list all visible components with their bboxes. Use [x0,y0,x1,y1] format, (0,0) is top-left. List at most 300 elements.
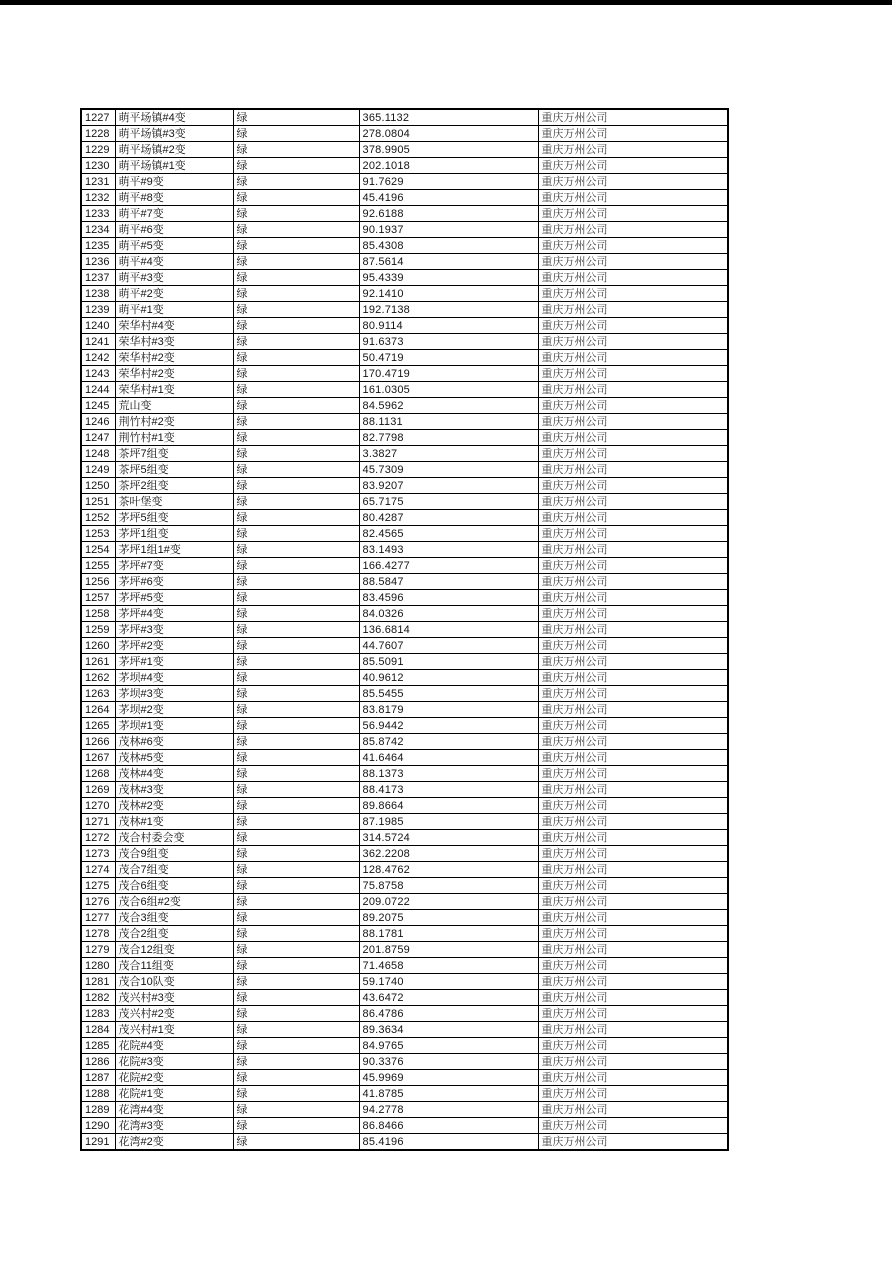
table-row [81,862,728,878]
row-number-cell: 1280 [81,958,115,974]
status-cell: 绿 [233,494,359,510]
value-cell: 59.1740 [359,974,538,990]
company-cell: 重庆万州公司 [538,766,728,782]
status-cell: 绿 [233,190,359,206]
value-cell: 362.2208 [359,846,538,862]
status-cell: 绿 [233,782,359,798]
substation-name-cell: 花院#2变 [115,1070,233,1086]
row-number-cell: 1253 [81,526,115,542]
row-number-cell: 1279 [81,942,115,958]
status-cell: 绿 [233,414,359,430]
company-cell: 重庆万州公司 [538,1102,728,1118]
substation-name-cell: 荣华村#1变 [115,382,233,398]
substation-name-cell: 茅坪#4变 [115,606,233,622]
value-cell: 3.3827 [359,446,538,462]
status-cell: 绿 [233,670,359,686]
substation-name-cell: 茂林#2变 [115,798,233,814]
company-cell: 重庆万州公司 [538,190,728,206]
status-cell: 绿 [233,1070,359,1086]
status-cell: 绿 [233,878,359,894]
substation-name-cell: 茅坪5组变 [115,510,233,526]
status-cell: 绿 [233,1006,359,1022]
status-cell: 绿 [233,382,359,398]
status-cell: 绿 [233,974,359,990]
row-number-cell: 1254 [81,542,115,558]
table-row [81,926,728,942]
value-cell: 80.9114 [359,318,538,334]
table-row [81,126,728,142]
status-cell: 绿 [233,606,359,622]
value-cell: 95.4339 [359,270,538,286]
value-cell: 88.4173 [359,782,538,798]
table-row [81,270,728,286]
table-row [81,158,728,174]
table-body [81,109,728,1150]
status-cell: 绿 [233,318,359,334]
company-cell: 重庆万州公司 [538,142,728,158]
table-row [81,510,728,526]
substation-name-cell: 萌平场镇#4变 [115,109,233,126]
company-cell: 重庆万州公司 [538,126,728,142]
row-number-cell: 1243 [81,366,115,382]
row-number-cell: 1272 [81,830,115,846]
value-cell: 92.1410 [359,286,538,302]
value-cell: 166.4277 [359,558,538,574]
table-row [81,142,728,158]
table-row [81,542,728,558]
substation-name-cell: 花院#3变 [115,1054,233,1070]
substation-name-cell: 萌平#9变 [115,174,233,190]
substation-name-cell: 茂林#3变 [115,782,233,798]
row-number-cell: 1229 [81,142,115,158]
table-row [81,718,728,734]
status-cell: 绿 [233,926,359,942]
company-cell: 重庆万州公司 [538,462,728,478]
substation-name-cell: 茂林#6变 [115,734,233,750]
company-cell: 重庆万州公司 [538,1054,728,1070]
substation-name-cell: 荣华村#2变 [115,366,233,382]
substation-name-cell: 荒山变 [115,398,233,414]
company-cell: 重庆万州公司 [538,638,728,654]
company-cell: 重庆万州公司 [538,734,728,750]
substation-name-cell: 萌平场镇#3变 [115,126,233,142]
company-cell: 重庆万州公司 [538,878,728,894]
company-cell: 重庆万州公司 [538,670,728,686]
substation-name-cell: 茶叶堡变 [115,494,233,510]
value-cell: 128.4762 [359,862,538,878]
row-number-cell: 1240 [81,318,115,334]
row-number-cell: 1248 [81,446,115,462]
table-row [81,878,728,894]
table-row [81,1102,728,1118]
table-row [81,446,728,462]
status-cell: 绿 [233,222,359,238]
company-cell: 重庆万州公司 [538,782,728,798]
row-number-cell: 1236 [81,254,115,270]
substation-name-cell: 茅坪#5变 [115,590,233,606]
value-cell: 92.6188 [359,206,538,222]
row-number-cell: 1291 [81,1134,115,1151]
row-number-cell: 1228 [81,126,115,142]
company-cell: 重庆万州公司 [538,942,728,958]
table-row [81,318,728,334]
status-cell: 绿 [233,1134,359,1151]
table-row [81,1134,728,1151]
table-row [81,702,728,718]
table-row [81,910,728,926]
status-cell: 绿 [233,638,359,654]
row-number-cell: 1274 [81,862,115,878]
substation-name-cell: 茂合12组变 [115,942,233,958]
status-cell: 绿 [233,702,359,718]
status-cell: 绿 [233,1102,359,1118]
status-cell: 绿 [233,109,359,126]
table-row [81,238,728,254]
company-cell: 重庆万州公司 [538,109,728,126]
substation-name-cell: 茂兴村#2变 [115,1006,233,1022]
company-cell: 重庆万州公司 [538,750,728,766]
company-cell: 重庆万州公司 [538,174,728,190]
company-cell: 重庆万州公司 [538,926,728,942]
row-number-cell: 1231 [81,174,115,190]
table-row [81,174,728,190]
row-number-cell: 1255 [81,558,115,574]
value-cell: 40.9612 [359,670,538,686]
substation-name-cell: 荆竹村#1变 [115,430,233,446]
value-cell: 85.5455 [359,686,538,702]
row-number-cell: 1239 [81,302,115,318]
value-cell: 365.1132 [359,109,538,126]
company-cell: 重庆万州公司 [538,686,728,702]
table-row [81,414,728,430]
substation-name-cell: 茂兴村#1变 [115,1022,233,1038]
value-cell: 90.1937 [359,222,538,238]
value-cell: 89.8664 [359,798,538,814]
row-number-cell: 1259 [81,622,115,638]
company-cell: 重庆万州公司 [538,542,728,558]
value-cell: 87.5614 [359,254,538,270]
value-cell: 89.2075 [359,910,538,926]
table-row [81,254,728,270]
value-cell: 87.1985 [359,814,538,830]
row-number-cell: 1242 [81,350,115,366]
table-row [81,622,728,638]
row-number-cell: 1258 [81,606,115,622]
company-cell: 重庆万州公司 [538,222,728,238]
row-number-cell: 1241 [81,334,115,350]
table-row [81,574,728,590]
row-number-cell: 1256 [81,574,115,590]
value-cell: 84.0326 [359,606,538,622]
status-cell: 绿 [233,462,359,478]
status-cell: 绿 [233,894,359,910]
value-cell: 45.9969 [359,1070,538,1086]
table-row [81,1006,728,1022]
status-cell: 绿 [233,254,359,270]
row-number-cell: 1268 [81,766,115,782]
company-cell: 重庆万州公司 [538,1006,728,1022]
row-number-cell: 1266 [81,734,115,750]
value-cell: 43.6472 [359,990,538,1006]
value-cell: 192.7138 [359,302,538,318]
company-cell: 重庆万州公司 [538,798,728,814]
substation-name-cell: 萌平#1变 [115,302,233,318]
substation-name-cell: 荆竹村#2变 [115,414,233,430]
substation-name-cell: 茅坪#3变 [115,622,233,638]
table-row [81,1054,728,1070]
value-cell: 41.8785 [359,1086,538,1102]
substation-name-cell: 萌平#7变 [115,206,233,222]
row-number-cell: 1249 [81,462,115,478]
company-cell: 重庆万州公司 [538,814,728,830]
company-cell: 重庆万州公司 [538,574,728,590]
substation-name-cell: 茅坪#7变 [115,558,233,574]
status-cell: 绿 [233,510,359,526]
company-cell: 重庆万州公司 [538,1038,728,1054]
row-number-cell: 1278 [81,926,115,942]
company-cell: 重庆万州公司 [538,526,728,542]
table-row [81,558,728,574]
value-cell: 202.1018 [359,158,538,174]
table-row [81,286,728,302]
substation-name-cell: 茅坝#4变 [115,670,233,686]
substation-name-cell: 茶坪7组变 [115,446,233,462]
row-number-cell: 1273 [81,846,115,862]
table-row [81,846,728,862]
value-cell: 86.4786 [359,1006,538,1022]
table-row [81,1022,728,1038]
company-cell: 重庆万州公司 [538,446,728,462]
table-row [81,686,728,702]
status-cell: 绿 [233,1118,359,1134]
table-row [81,942,728,958]
table-row [81,606,728,622]
page-top-border [0,0,892,5]
table-row [81,814,728,830]
row-number-cell: 1244 [81,382,115,398]
table-row [81,830,728,846]
status-cell: 绿 [233,270,359,286]
table-row [81,478,728,494]
value-cell: 85.4308 [359,238,538,254]
substation-name-cell: 茂林#1变 [115,814,233,830]
row-number-cell: 1270 [81,798,115,814]
row-number-cell: 1286 [81,1054,115,1070]
company-cell: 重庆万州公司 [538,350,728,366]
substation-name-cell: 茅坝#3变 [115,686,233,702]
row-number-cell: 1251 [81,494,115,510]
substation-name-cell: 茂合9组变 [115,846,233,862]
status-cell: 绿 [233,558,359,574]
table-row [81,958,728,974]
table-row [81,334,728,350]
company-cell: 重庆万州公司 [538,494,728,510]
substation-name-cell: 茂合3组变 [115,910,233,926]
status-cell: 绿 [233,526,359,542]
company-cell: 重庆万州公司 [538,1022,728,1038]
substation-name-cell: 茂合6组#2变 [115,894,233,910]
substation-name-cell: 茅坪1组1#变 [115,542,233,558]
company-cell: 重庆万州公司 [538,894,728,910]
row-number-cell: 1267 [81,750,115,766]
company-cell: 重庆万州公司 [538,654,728,670]
table-row [81,190,728,206]
row-number-cell: 1265 [81,718,115,734]
company-cell: 重庆万州公司 [538,382,728,398]
status-cell: 绿 [233,830,359,846]
company-cell: 重庆万州公司 [538,430,728,446]
company-cell: 重庆万州公司 [538,910,728,926]
company-cell: 重庆万州公司 [538,414,728,430]
substation-table [80,108,729,1151]
company-cell: 重庆万州公司 [538,830,728,846]
value-cell: 83.1493 [359,542,538,558]
value-cell: 378.9905 [359,142,538,158]
table-row [81,526,728,542]
substation-name-cell: 荣华村#2变 [115,350,233,366]
row-number-cell: 1287 [81,1070,115,1086]
value-cell: 75.8758 [359,878,538,894]
company-cell: 重庆万州公司 [538,398,728,414]
status-cell: 绿 [233,910,359,926]
status-cell: 绿 [233,622,359,638]
table-row [81,734,728,750]
value-cell: 45.7309 [359,462,538,478]
substation-name-cell: 茅坪#1变 [115,654,233,670]
company-cell: 重庆万州公司 [538,334,728,350]
table-row [81,430,728,446]
row-number-cell: 1245 [81,398,115,414]
status-cell: 绿 [233,302,359,318]
value-cell: 83.9207 [359,478,538,494]
company-cell: 重庆万州公司 [538,590,728,606]
company-cell: 重庆万州公司 [538,318,728,334]
value-cell: 85.4196 [359,1134,538,1151]
substation-name-cell: 茅坝#2变 [115,702,233,718]
substation-name-cell: 萌平#5变 [115,238,233,254]
company-cell: 重庆万州公司 [538,478,728,494]
substation-name-cell: 茅坝#1变 [115,718,233,734]
company-cell: 重庆万州公司 [538,270,728,286]
value-cell: 88.1781 [359,926,538,942]
status-cell: 绿 [233,158,359,174]
status-cell: 绿 [233,1038,359,1054]
row-number-cell: 1235 [81,238,115,254]
value-cell: 209.0722 [359,894,538,910]
value-cell: 88.5847 [359,574,538,590]
company-cell: 重庆万州公司 [538,1134,728,1151]
row-number-cell: 1290 [81,1118,115,1134]
row-number-cell: 1261 [81,654,115,670]
table-row [81,1086,728,1102]
value-cell: 314.5724 [359,830,538,846]
table-row [81,350,728,366]
company-cell: 重庆万州公司 [538,1086,728,1102]
value-cell: 84.9765 [359,1038,538,1054]
company-cell: 重庆万州公司 [538,366,728,382]
status-cell: 绿 [233,174,359,190]
table-row [81,494,728,510]
value-cell: 41.6464 [359,750,538,766]
value-cell: 278.0804 [359,126,538,142]
row-number-cell: 1269 [81,782,115,798]
substation-name-cell: 花院#4变 [115,1038,233,1054]
row-number-cell: 1234 [81,222,115,238]
row-number-cell: 1262 [81,670,115,686]
substation-name-cell: 花湾#2变 [115,1134,233,1151]
table-row [81,222,728,238]
company-cell: 重庆万州公司 [538,558,728,574]
table-row [81,782,728,798]
substation-name-cell: 茶坪2组变 [115,478,233,494]
substation-name-cell: 茶坪5组变 [115,462,233,478]
substation-name-cell: 茂兴村#3变 [115,990,233,1006]
substation-name-cell: 茂合7组变 [115,862,233,878]
row-number-cell: 1260 [81,638,115,654]
substation-name-cell: 荣华村#3变 [115,334,233,350]
substation-name-cell: 花湾#4变 [115,1102,233,1118]
row-number-cell: 1238 [81,286,115,302]
table-row [81,206,728,222]
substation-name-cell: 茂合6组变 [115,878,233,894]
row-number-cell: 1257 [81,590,115,606]
company-cell: 重庆万州公司 [538,254,728,270]
status-cell: 绿 [233,542,359,558]
row-number-cell: 1247 [81,430,115,446]
table-row [81,109,728,126]
value-cell: 45.4196 [359,190,538,206]
table-row [81,366,728,382]
company-cell: 重庆万州公司 [538,622,728,638]
status-cell: 绿 [233,1054,359,1070]
value-cell: 84.5962 [359,398,538,414]
value-cell: 85.8742 [359,734,538,750]
status-cell: 绿 [233,238,359,254]
value-cell: 89.3634 [359,1022,538,1038]
company-cell: 重庆万州公司 [538,702,728,718]
table-row [81,302,728,318]
table-row [81,750,728,766]
row-number-cell: 1284 [81,1022,115,1038]
substation-name-cell: 花湾#3变 [115,1118,233,1134]
row-number-cell: 1285 [81,1038,115,1054]
row-number-cell: 1227 [81,109,115,126]
status-cell: 绿 [233,1086,359,1102]
table-row [81,590,728,606]
table-row [81,1038,728,1054]
company-cell: 重庆万州公司 [538,846,728,862]
table-row [81,382,728,398]
status-cell: 绿 [233,574,359,590]
value-cell: 86.8466 [359,1118,538,1134]
company-cell: 重庆万州公司 [538,1070,728,1086]
row-number-cell: 1264 [81,702,115,718]
status-cell: 绿 [233,590,359,606]
value-cell: 90.3376 [359,1054,538,1070]
substation-name-cell: 茂合10队变 [115,974,233,990]
value-cell: 91.6373 [359,334,538,350]
row-number-cell: 1263 [81,686,115,702]
company-cell: 重庆万州公司 [538,958,728,974]
table-row [81,654,728,670]
table-row [81,798,728,814]
row-number-cell: 1277 [81,910,115,926]
value-cell: 71.4658 [359,958,538,974]
substation-name-cell: 萌平#8变 [115,190,233,206]
status-cell: 绿 [233,734,359,750]
value-cell: 83.4596 [359,590,538,606]
value-cell: 65.7175 [359,494,538,510]
